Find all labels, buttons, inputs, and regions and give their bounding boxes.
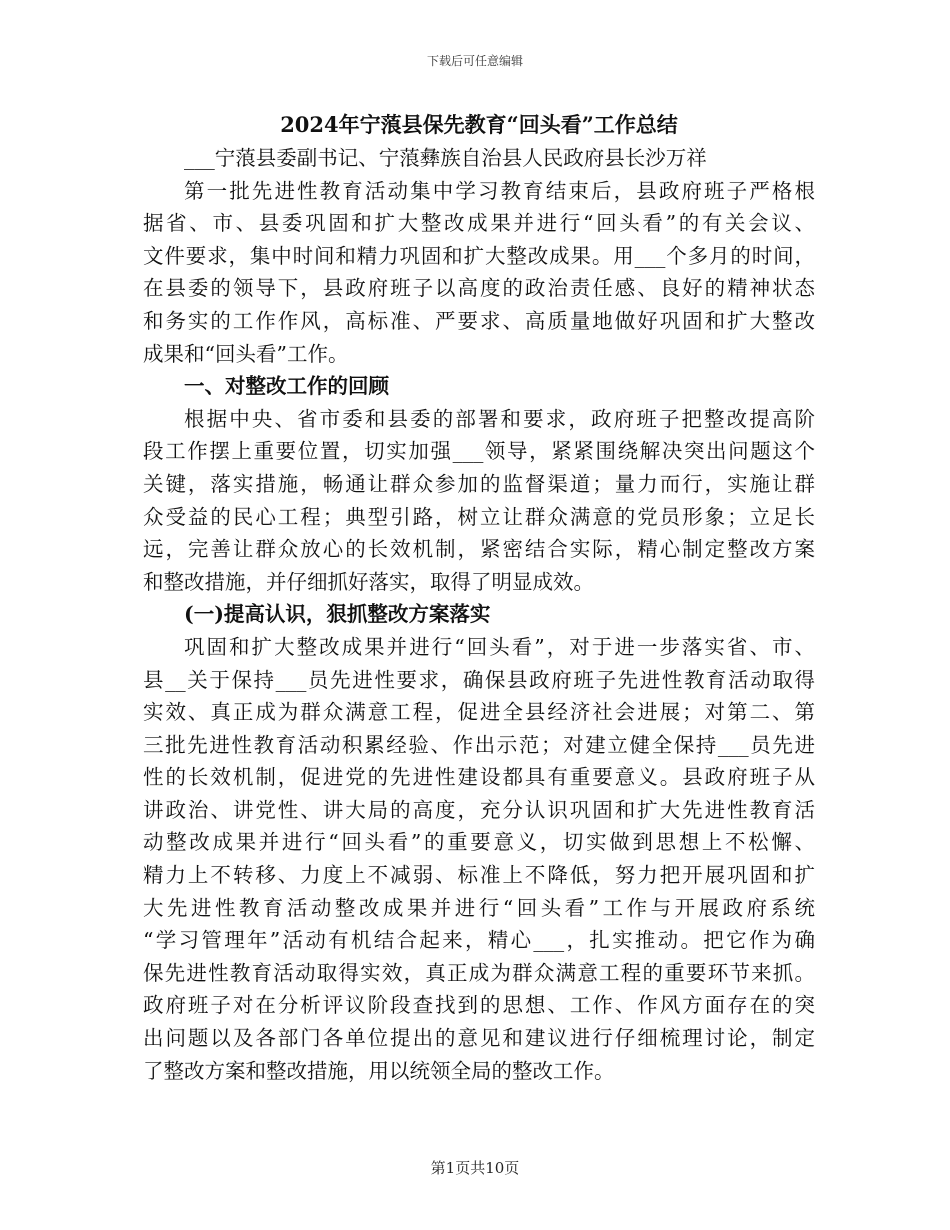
text-line: 性的长效机制，促进党的先进性建设都具有重要意义。县政府班子从: [143, 765, 815, 790]
text-line: “学习管理年”活动有机结合起来，精心___，扎实推动。把它作为确: [143, 928, 815, 953]
section-heading: [143, 598, 815, 631]
text-line: 县__关于保持___员先进性要求，确保县政府班子先进性教育活动取得: [143, 667, 815, 692]
text-line: 巩固和扩大整改成果并进行“回头看”，对于进一步落实省、市、: [184, 634, 815, 659]
text-line: 精力上不转移、力度上不减弱、标准上不降低，努力把开展巩固和扩: [143, 863, 815, 888]
text-line: 在县委的领导下，县政府班子以高度的政治责任感、良好的精神状态: [143, 276, 815, 301]
heading-text: 一、对整改工作的回顾: [184, 374, 389, 399]
paragraph: [143, 175, 815, 371]
page-number: 第1页共10页: [430, 1159, 520, 1177]
document-body: [143, 108, 815, 1087]
heading-text: (一)提高认识，狠抓整改方案落实: [184, 602, 491, 627]
text-line: 众受益的民心工程；典型引路，树立让群众满意的党员形象；立足长: [143, 504, 815, 529]
text-line: 出问题以及各部门各单位提出的意见和建议进行仔细梳理讨论，制定: [143, 1026, 815, 1051]
text-line: 根据中央、省市委和县委的部署和要求，政府班子把整改提高阶: [184, 406, 815, 431]
text-line: 动整改成果并进行“回头看”的重要意义，切实做到思想上不松懈、: [143, 830, 815, 855]
text-line: 三批先进性教育活动积累经验、作出示范；对建立健全保持___员先进: [143, 732, 815, 757]
section-heading: [143, 370, 815, 403]
text-line: 了整改方案和整改措施，用以统领全局的整改工作。: [143, 1058, 615, 1083]
text-line: 第一批先进性教育活动集中学习教育结束后，县政府班子严格根: [184, 178, 815, 203]
text-line: 据省、市、县委巩固和扩大整改成果并进行“回头看”的有关会议、: [143, 211, 815, 236]
text-line: 关键，落实措施，畅通让群众参加的监督渠道；量力而行，实施让群: [143, 471, 815, 496]
paragraph-container: [143, 175, 815, 1088]
author-line: ___宁蒗县委副书记、宁蒗彝族自治县人民政府县长沙万祥: [184, 146, 707, 170]
text-line: 政府班子对在分析评议阶段查找到的思想、工作、作风方面存在的突: [143, 993, 815, 1018]
text-line: 和务实的工作作风，高标准、严要求、高质量地做好巩固和扩大整改: [143, 308, 815, 333]
text-line: 和整改措施，并仔细抓好落实，取得了明显成效。: [143, 569, 594, 594]
text-line: 远，完善让群众放心的长效机制，紧密结合实际，精心制定整改方案: [143, 537, 815, 562]
page-header: 下载后可任意编辑: [426, 54, 523, 68]
text-line: 大先进性教育活动整改成果并进行“回头看”工作与开展政府系统: [143, 895, 815, 920]
text-line: 实效、真正成为群众满意工程，促进全县经济社会进展；对第二、第: [143, 700, 815, 725]
text-line: 保先进性教育活动取得实效，真正成为群众满意工程的重要环节来抓。: [143, 960, 815, 985]
text-line: 段工作摆上重要位置，切实加强___领导，紧紧围绕解决突出问题这个: [143, 439, 815, 464]
text-line: 成果和“回头看”工作。: [143, 341, 349, 366]
document-title: 2024年宁蒗县保先教育“回头看”工作总结: [280, 112, 678, 137]
text-line: 讲政治、讲党性、讲大局的高度，充分认识巩固和扩大先进性教育活: [143, 797, 815, 822]
paragraph: [143, 631, 815, 1087]
text-line: 文件要求，集中时间和精力巩固和扩大整改成果。用___个多月的时间，: [143, 243, 815, 268]
paragraph: [143, 403, 815, 599]
